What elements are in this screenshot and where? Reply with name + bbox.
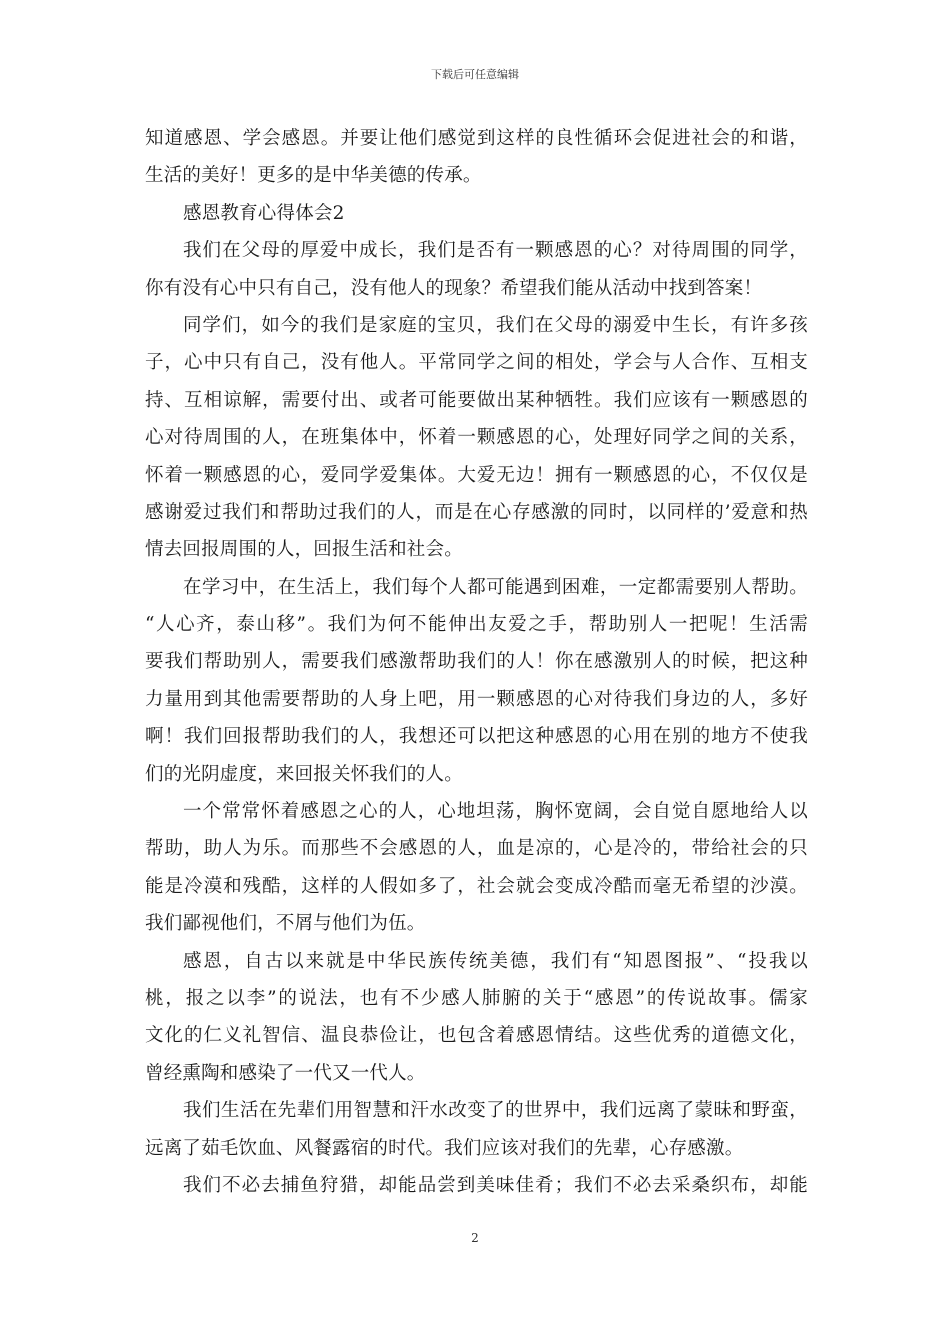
text-line: 怀着一颗感恩的心，爱同学爱集体。大爱无边！拥有一颗感恩的心，不仅仅是 [145,464,808,486]
text-line: 你有没有心中只有自己，没有他人的现象？希望我们能从活动中找到答案！ [145,277,763,299]
text-line: 帮助，助人为乐。而那些不会感恩的人，血是凉的，心是冷的，带给社会的只 [145,838,808,860]
text-line: 心对待周围的人，在班集体中，怀着一颗感恩的心，处理好同学之间的关系， [145,427,808,449]
text-line: 桃，报之以李”的说法，也有不少感人肺腑的关于“感恩”的传说故事。儒家 [145,987,808,1009]
text-line: 我们生活在先辈们用智慧和汗水改变了的世界中，我们远离了蒙昧和野蛮， [183,1100,808,1122]
text-line: 远离了茹毛饮血、风餐露宿的时代。我们应该对我们的先辈，心存感激。 [145,1137,744,1159]
text-line: 生活的美好！更多的是中华美德的传承。 [145,165,482,187]
text-line: 力量用到其他需要帮助的人身上吧，用一颗感恩的心对待我们身边的人，多好 [145,688,808,710]
text-line: 感恩教育心得体会2 [183,202,345,224]
page-number: 2 [471,1231,479,1245]
text-line: 同学们，如今的我们是家庭的宝贝，我们在父母的溺爱中生长，有许多孩 [183,314,808,336]
text-line: “人心齐，泰山移”。我们为何不能伸出友爱之手，帮助别人一把呢！生活需 [145,614,808,636]
text-line: 我们鄙视他们，不屑与他们为伍。 [145,913,426,935]
text-line: 持、互相谅解，需要付出、或者可能要做出某种牺牲。我们应该有一颗感恩的 [145,389,808,411]
document-body [145,120,808,1204]
text-line: 子，心中只有自己，没有他人。平常同学之间的相处，学会与人合作、互相支 [145,352,808,374]
text-line: 在学习中，在生活上，我们每个人都可能遇到困难，一定都需要别人帮助。 [183,576,808,598]
text-line: 我们不必去捕鱼狩猎，却能品尝到美味佳肴；我们不必去采桑织布，却能 [183,1174,808,1196]
text-line: 一个常常怀着感恩之心的人，心地坦荡，胸怀宽阔，会自觉自愿地给人以 [183,801,808,823]
text-line: 啊！我们回报帮助我们的人，我想还可以把这种感恩的心用在别的地方不使我 [145,726,808,748]
text-line: 感恩，自古以来就是中华民族传统美德，我们有“知恩图报”、“投我以 [183,950,808,972]
text-line: 感谢爱过我们和帮助过我们的人，而是在心存感激的同时，以同样的’爱意和热 [145,501,808,523]
text-line: 能是冷漠和残酷，这样的人假如多了，社会就会变成冷酷而毫无希望的沙漠。 [145,875,808,897]
text-line: 我们在父母的厚爱中成长，我们是否有一颗感恩的心？对待周围的同学， [183,240,808,262]
text-line: 情去回报周围的人，回报生活和社会。 [145,539,463,561]
text-line: 文化的仁义礼智信、温良恭俭让，也包含着感恩情结。这些优秀的道德文化， [145,1025,808,1047]
text-line: 们的光阴虚度，来回报关怀我们的人。 [145,763,463,785]
text-line: 曾经熏陶和感染了一代又一代人。 [145,1062,426,1084]
page-header: 下载后可任意编辑 [431,68,519,81]
text-line: 要我们帮助别人，需要我们感激帮助我们的人！你在感激别人的时候，把这种 [145,651,808,673]
text-line: 知道感恩、学会感恩。并要让他们感觉到这样的良性循环会促进社会的和谐， [145,128,808,149]
